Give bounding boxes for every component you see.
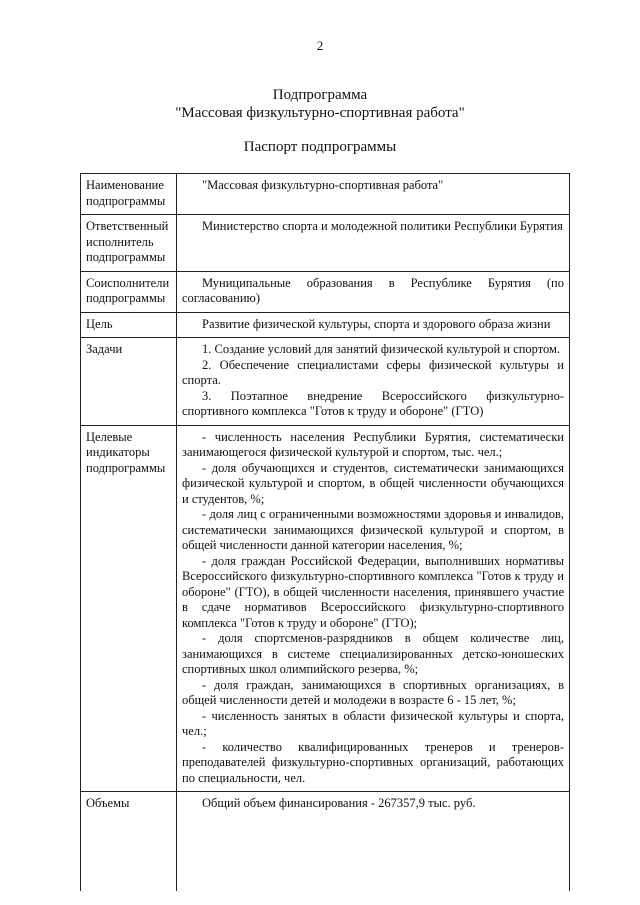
value-paragraph: Общий объем финансирования - 267357,9 тыс. руб. [202, 796, 476, 810]
value-paragraph: - численность населения Республики Бурятия, систематически занимающегося физической культурой и спортом, тыс. чел.; [182, 429, 564, 459]
table-row [81, 174, 570, 215]
subprogram-name: "Массовая физкультурно-спортивная работа" [175, 105, 465, 121]
table-row [81, 792, 570, 892]
table-row [81, 312, 570, 338]
page-number: 2 [316, 38, 324, 53]
value-paragraph: - количество квалифицированных тренеров и тренеров-преподавателей физкультурно-спортивных организаций, работающих по специальности, чел. [182, 739, 564, 785]
row-label: Соисполнители подпрограммы [81, 271, 177, 312]
row-value [177, 174, 570, 215]
value-paragraph: - доля граждан, занимающихся в спортивных организациях, в общей численности детей и молодежи в возрасте 6 - 15 лет, %; [182, 677, 564, 707]
row-label: Цель [81, 312, 177, 338]
table-row [81, 271, 570, 312]
row-label: Объемы [81, 792, 177, 892]
row-value [177, 425, 570, 792]
table-row [81, 425, 570, 792]
row-label: Наименование подпрограммы [81, 174, 177, 215]
value-paragraph: 1. Создание условий для занятий физической культурой и спортом. [202, 342, 561, 356]
row-value [177, 338, 570, 426]
table-row [81, 338, 570, 426]
value-paragraph: - доля спортсменов-разрядников в общем количестве лиц, занимающихся в системе специализированных детско-юношеских спортивных школ олимпийского резерва, %; [182, 631, 564, 676]
value-paragraph: "Массовая физкультурно-спортивная работа" [202, 178, 444, 192]
value-paragraph: - доля лиц с ограниченными возможностями здоровья и инвалидов, систематически занимающихся физической культурой и спортом, в общей численности данной категории населения, %; [182, 507, 564, 552]
subprogram-heading: Подпрограмма [272, 87, 368, 103]
value-paragraph: 2. Обеспечение специалистами сферы физической культуры и спорта. [182, 357, 564, 387]
row-label: Целевые индикаторы подпрограммы [81, 425, 177, 792]
table-row [81, 215, 570, 272]
passport-title: Паспорт подпрограммы [243, 139, 397, 155]
value-paragraph: Министерство спорта и молодежной политики Республики Бурятия [202, 219, 563, 233]
row-label: Ответственный исполнитель подпрограммы [81, 215, 177, 272]
value-paragraph: - доля граждан Российской Федерации, выполнивших нормативы Всероссийского физкультурно-спортивного комплекса "Готов к труду и обороне" (ГТО), в общей численности населения, принявшего участие в сдаче нормативов Всероссийского физкультурно-спортивного комплекса "Готов к труду и обороне" (ГТО); [182, 553, 564, 630]
row-value [177, 792, 570, 892]
value-paragraph: Муниципальные образования в Республике Бурятия (по согласованию) [182, 275, 564, 305]
passport-table [80, 173, 570, 891]
row-label: Задачи [81, 338, 177, 426]
value-paragraph: 3. Поэтапное внедрение Всероссийского физкультурно-спортивного комплекса "Готов к труду и обороне" (ГТО) [182, 388, 564, 418]
value-paragraph: - численность занятых в области физической культуры и спорта, чел.; [182, 708, 564, 738]
row-value [177, 271, 570, 312]
value-paragraph: - доля обучающихся и студентов, систематически занимающихся физической культурой и спортом, в общей численности обучающихся и студентов, %; [182, 460, 564, 506]
value-paragraph: Развитие физической культуры, спорта и здорового образа жизни [202, 316, 551, 331]
row-value [177, 215, 570, 272]
row-value [177, 312, 570, 338]
